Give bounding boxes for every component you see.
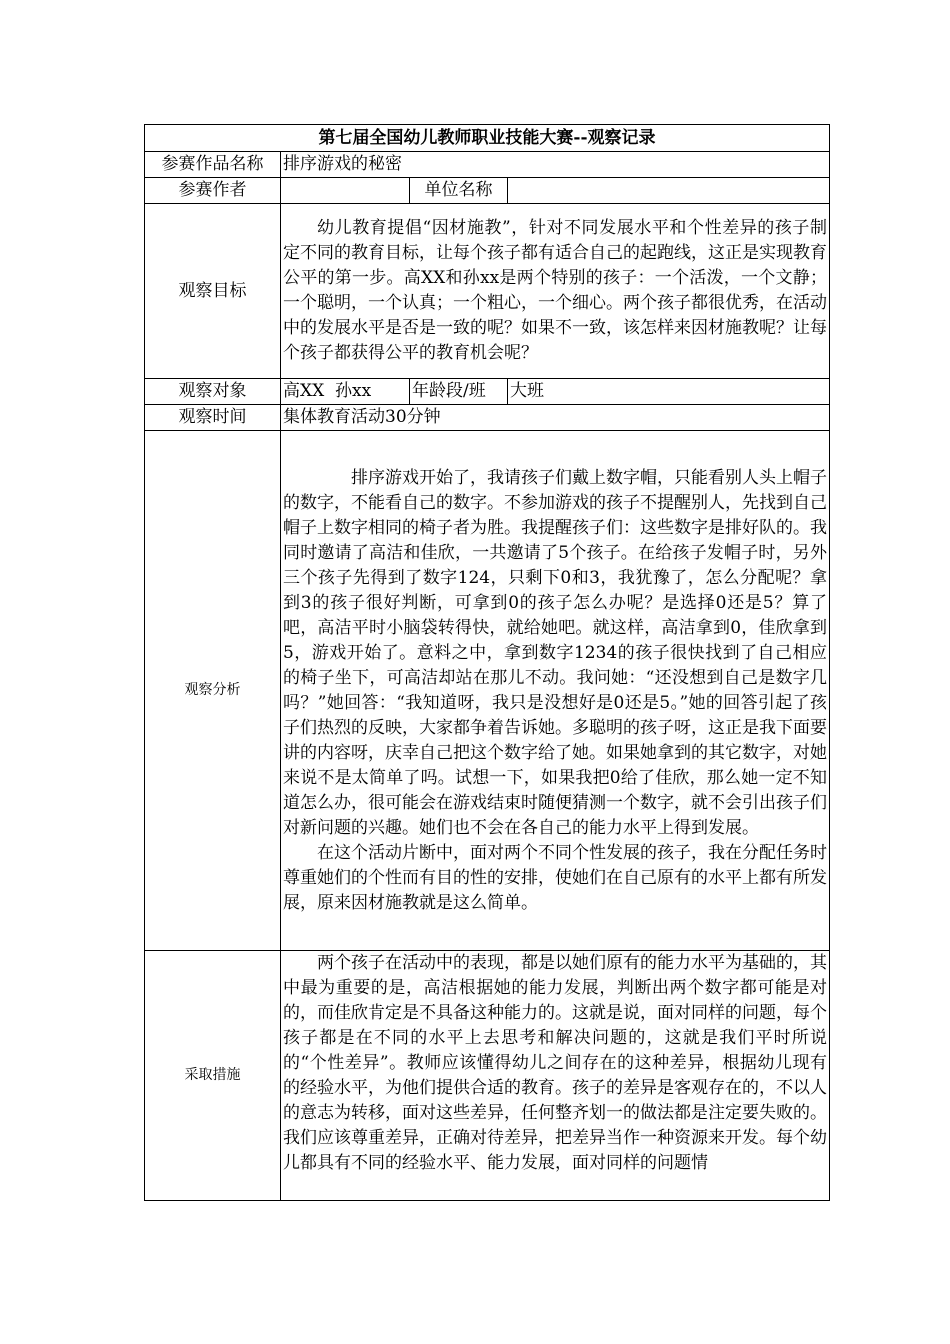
observation-record-table bbox=[144, 124, 830, 1201]
unit-value bbox=[508, 178, 830, 204]
subject-label: 观察对象 bbox=[145, 379, 281, 405]
measure-label: 采取措施 bbox=[145, 951, 281, 1201]
analysis-label: 观察分析 bbox=[145, 431, 281, 951]
measure-cell bbox=[281, 951, 830, 1201]
author-value bbox=[281, 178, 410, 204]
analysis-paragraph-2: 在这个活动片断中，面对两个不同个性发展的孩子，我在分配任务时尊重她们的个性而有目的性的安排，使她们在自己原有的水平上都有所发展，原来因材施教就是这么简单。 bbox=[283, 842, 828, 913]
work-name-value: 排序游戏的秘密 bbox=[281, 152, 830, 178]
analysis-paragraph-1: 排序游戏开始了，我请孩子们戴上数字帽，只能看别人头上帽子的数字，不能看自己的数字。不参加游戏的孩子不提醒别人，先找到自己帽子上数字相同的椅子者为胜。我提醒孩子们：这些数字是排好队的。我同时邀请了高洁和佳欣，一共邀请了5个孩子。在给孩子发帽子时，另外三个孩子先得到了数字124，只剩下0和3，我犹豫了，怎么分配呢？拿到3的孩子很好判断，可拿到0的孩子怎么办呢？是选择0还是5？算了吧，高洁平时小脑袋转得快，就给她吧。就这样，高洁拿到0，佳欣拿到5，游戏开始了。意料之中，拿到数字1234的孩子很快找到了自己相应的椅子坐下，可高洁却站在那儿不动。我问她：“还没想到自己是数字几吗？”她回答：“我知道呀，我只是没想好是0还是5。”她的回答引起了孩子们热烈的反映，大家都争着告诉她。多聪明的孩子呀，这正是我下面要讲的内容呀，庆幸自己把这个数字给了她。如果她拿到的其它数字，对她来说不是太简单了吗。试想一下，如果我把0给了佳欣，那么她一定不知道怎么办，很可能会在游戏结束时随便猜测一个数字，就不会引出孩子们对新问题的兴趣。她们也不会在各自己的能力水平上得到发展。 bbox=[283, 467, 828, 838]
record-title: 第七届全国幼儿教师职业技能大赛--观察记录 bbox=[145, 125, 830, 152]
goal-text: 幼儿教育提倡“因材施教”，针对不同发展水平和个性差异的孩子制定不同的教育目标，让每个孩子都有适合自己的起跑线，这正是实现教育公平的第一步。高XX和孙xx是两个特别的孩子：一个活泼，一个文静；一个聪明，一个认真；一个粗心，一个细心。两个孩子都很优秀，在活动中的发展水平是否是一致的呢？如果不一致，该怎样来因材施教呢？让每个孩子都获得公平的教育机会呢？ bbox=[283, 218, 828, 363]
author-label: 参赛作者 bbox=[145, 178, 281, 204]
subject-value: 高XX 孙xx bbox=[281, 379, 410, 405]
time-label: 观察时间 bbox=[145, 405, 281, 431]
analysis-cell bbox=[281, 431, 830, 951]
goal-cell bbox=[281, 204, 830, 379]
age-value: 大班 bbox=[508, 379, 830, 405]
time-value: 集体教育活动30分钟 bbox=[281, 405, 830, 431]
age-label: 年龄段/班 bbox=[410, 379, 508, 405]
goal-label: 观察目标 bbox=[145, 204, 281, 379]
measure-text: 两个孩子在活动中的表现，都是以她们原有的能力水平为基础的，其中最为重要的是，高洁根据她的能力发展，判断出两个数字都可能是对的，而佳欣肯定是不具备这种能力的。这就是说，面对同样的问题，每个孩子都是在不同的水平上去思考和解决问题的，这就是我们平时所说的“个性差异”。教师应该懂得幼儿之间存在的这种差异，根据幼儿现有的经验水平，为他们提供合适的教育。孩子的差异是客观存在的，不以人的意志为转移，面对这些差异，任何整齐划一的做法都是注定要失败的。我们应该尊重差异，正确对待差异，把差异当作一种资源来开发。每个幼儿都具有不同的经验水平、能力发展，面对同样的问题情 bbox=[283, 953, 828, 1173]
unit-label: 单位名称 bbox=[410, 178, 508, 204]
work-name-label: 参赛作品名称 bbox=[145, 152, 281, 178]
